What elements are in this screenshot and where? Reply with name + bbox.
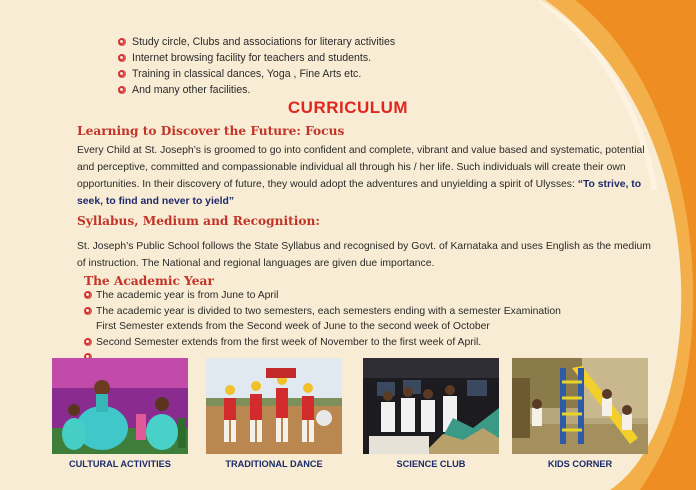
- list-item: The academic year is from June to April: [84, 288, 561, 304]
- caption-kids-corner: KIDS CORNER: [547, 459, 613, 469]
- facilities-list: [118, 34, 395, 98]
- list-item: The academic year is divided to two semesters, each semesters ending with a semester Examination: [84, 304, 561, 320]
- bullet-icon: [84, 338, 92, 346]
- caption-cultural-activities: CULTURAL ACTIVITIES: [69, 459, 171, 469]
- photo-cultural-activities: [52, 358, 188, 454]
- list-item: First Semester extends from the Second week of June to the second week of October: [96, 321, 490, 332]
- caption-traditional-dance: TRADITIONAL DANCE: [225, 459, 323, 469]
- bullet-icon: [118, 70, 126, 78]
- list-item: Study circle, Clubs and associations for literary activities: [118, 34, 395, 50]
- bullet-icon: [118, 38, 126, 46]
- list-item: And many other facilities.: [118, 82, 395, 98]
- bullet-icon: [84, 291, 92, 299]
- list-item: Training in classical dances, Yoga , Fine Arts etc.: [118, 66, 395, 82]
- section-heading-academic-year: The Academic Year: [84, 274, 214, 288]
- photo-traditional-dance: [206, 358, 342, 454]
- caption-science-club: SCIENCE CLUB: [396, 459, 466, 469]
- photo-kids-corner: [512, 358, 648, 454]
- bullet-icon: [118, 54, 126, 62]
- photo-science-club: [363, 358, 499, 454]
- curriculum-title: CURRICULUM: [287, 98, 409, 117]
- section-heading-syllabus: Syllabus, Medium and Recognition:: [77, 214, 320, 228]
- bullet-icon: [118, 86, 126, 94]
- list-item: Second Semester extends from the first week of November to the first week of April.: [84, 335, 561, 351]
- list-item: Internet browsing facility for teachers and students.: [118, 50, 395, 66]
- section-paragraph-learning: Every Child at St. Joseph’s is groomed to go into confident and complete, vibrant and value based and systematic, potential and perceptive, committed and compassionable individual all through his / her life. Such individuals will create their own opportunities. In their discovery of future, they would adopt the adventures and unyielding a spirit of Ulysses: “To strive, to seek, to find and never to yield”: [77, 145, 645, 207]
- bullet-icon: [84, 307, 92, 315]
- academic-year-list: [84, 288, 561, 360]
- section-heading-learning: Learning to Discover the Future: Focus: [77, 124, 345, 138]
- ulysses-quote: “To strive, to seek, to find and never to yield”: [77, 179, 642, 207]
- section-paragraph-syllabus: St. Joseph’s Public School follows the State Syllabus and recognised by Govt. of Karnataka and uses English as the medium of instruction. The National and regional languages are given due importance.: [77, 241, 651, 269]
